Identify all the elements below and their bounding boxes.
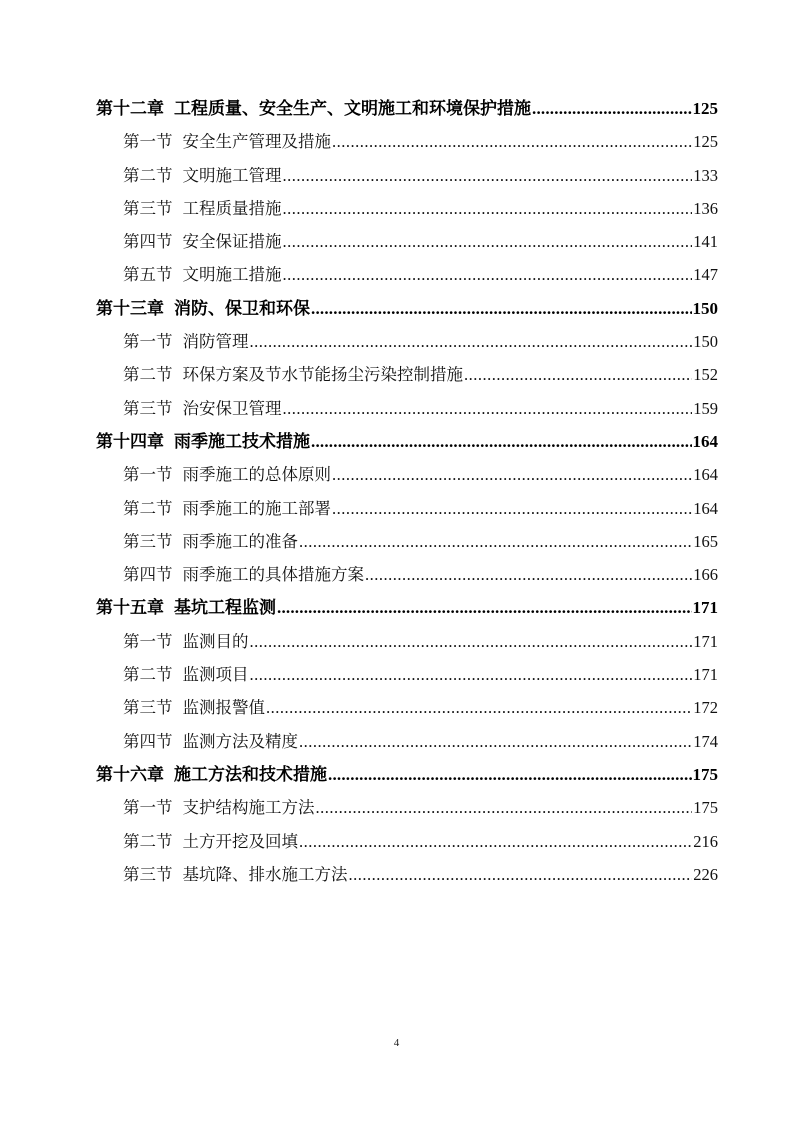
leader-dots [332, 492, 692, 525]
toc-number: 第四节 [123, 731, 173, 751]
toc-chapter-12[interactable] [96, 92, 718, 125]
toc-section[interactable] [96, 791, 718, 824]
toc-section[interactable] [96, 125, 718, 158]
toc-title: 工程质量、安全生产、文明施工和环境保护措施 [174, 99, 531, 118]
leader-dots [332, 125, 692, 158]
toc-title: 监测方法及精度 [182, 731, 298, 751]
leader-dots [283, 225, 693, 258]
toc-section[interactable] [96, 192, 718, 225]
leader-dots [266, 691, 692, 724]
toc-page: 164 [693, 465, 718, 485]
toc-page: 141 [693, 232, 718, 252]
toc-number: 第十三章 [96, 298, 164, 318]
toc-chapter-16[interactable] [96, 758, 718, 791]
toc-title: 基坑降、排水施工方法 [182, 864, 348, 884]
toc-page: 171 [692, 598, 718, 618]
leader-dots [365, 558, 692, 591]
toc-number: 第四节 [123, 232, 173, 252]
toc-section[interactable] [96, 392, 718, 425]
toc-section[interactable] [96, 525, 718, 558]
toc-number: 第一节 [123, 798, 173, 818]
toc-number: 第十四章 [96, 431, 164, 451]
leader-dots [250, 325, 693, 358]
toc-page: 171 [693, 631, 718, 651]
toc-title: 环保方案及节水节能扬尘污染控制措施 [182, 365, 463, 385]
leader-dots [283, 192, 693, 225]
toc-section[interactable] [96, 858, 718, 891]
toc-section[interactable] [96, 458, 718, 491]
toc-title: 土方开挖及回填 [182, 831, 298, 851]
toc-page: 171 [693, 665, 718, 685]
toc-page: 147 [693, 265, 718, 285]
toc-section[interactable] [96, 725, 718, 758]
toc-number: 第三节 [123, 398, 173, 418]
leader-dots [299, 725, 692, 758]
leader-dots [250, 625, 693, 658]
toc-title: 安全保证措施 [182, 232, 282, 252]
toc-number: 第一节 [123, 132, 173, 152]
toc-page: 165 [693, 531, 718, 551]
toc-title: 监测报警值 [182, 698, 265, 718]
leader-dots [316, 791, 693, 824]
leader-dots [332, 458, 692, 491]
toc-title: 工程质量措施 [182, 198, 282, 218]
toc-chapter-14[interactable] [96, 425, 718, 458]
leader-dots [532, 92, 692, 125]
toc-section[interactable] [96, 492, 718, 525]
toc-title: 安全生产管理及措施 [182, 132, 331, 152]
toc-page: 152 [693, 365, 718, 385]
leader-dots [283, 159, 693, 192]
toc-number: 第二节 [123, 665, 173, 685]
toc-number: 第三节 [123, 698, 173, 718]
toc-number: 第三节 [123, 198, 173, 218]
toc-title: 文明施工管理 [182, 165, 282, 185]
leader-dots [283, 392, 693, 425]
toc-page: 175 [692, 764, 718, 784]
toc-page: 159 [693, 398, 718, 418]
toc-page: 172 [693, 698, 718, 718]
toc-number: 第二节 [123, 165, 173, 185]
leader-dots [250, 658, 693, 691]
toc-section[interactable] [96, 658, 718, 691]
leader-dots [283, 258, 693, 291]
toc-section[interactable] [96, 325, 718, 358]
toc-title: 文明施工措施 [182, 265, 282, 285]
toc-section[interactable] [96, 258, 718, 291]
toc-number: 第二节 [123, 498, 173, 518]
toc-page: 175 [693, 798, 718, 818]
toc-title: 雨季施工的总体原则 [182, 465, 331, 485]
leader-dots [464, 358, 692, 391]
toc-title: 雨季施工的具体措施方案 [182, 565, 364, 585]
toc-page: 164 [693, 498, 718, 518]
toc-title: 消防、保卫和环保 [174, 298, 310, 318]
toc-number: 第三节 [123, 864, 173, 884]
toc-page: 125 [693, 132, 718, 152]
toc-section[interactable] [96, 625, 718, 658]
toc-page: 164 [692, 431, 718, 451]
toc-page: 125 [692, 99, 718, 118]
leader-dots [299, 525, 692, 558]
toc-title: 治安保卫管理 [182, 398, 282, 418]
toc-number: 第二节 [123, 831, 173, 851]
toc-title: 施工方法和技术措施 [174, 764, 327, 784]
toc-title: 支护结构施工方法 [182, 798, 315, 818]
toc-page: 150 [692, 298, 718, 318]
toc-section[interactable] [96, 225, 718, 258]
toc-chapter-15[interactable] [96, 591, 718, 624]
leader-dots [311, 425, 692, 458]
toc-number: 第五节 [123, 265, 173, 285]
toc-page: 133 [693, 165, 718, 185]
toc-number: 第三节 [123, 531, 173, 551]
toc-title: 消防管理 [182, 332, 249, 352]
toc-section[interactable] [96, 825, 718, 858]
toc-title: 雨季施工技术措施 [174, 431, 310, 451]
toc-title: 基坑工程监测 [174, 598, 276, 618]
page-number: 4 [393, 1037, 400, 1049]
toc-section[interactable] [96, 558, 718, 591]
leader-dots [328, 758, 692, 791]
table-of-contents [96, 92, 718, 891]
toc-number: 第二节 [123, 365, 173, 385]
leader-dots [311, 292, 692, 325]
toc-number: 第一节 [123, 332, 173, 352]
toc-number: 第十五章 [96, 598, 164, 618]
leader-dots [277, 591, 692, 624]
toc-section[interactable] [96, 691, 718, 724]
toc-page: 216 [693, 831, 718, 851]
toc-title: 雨季施工的准备 [182, 531, 298, 551]
toc-chapter-13[interactable] [96, 292, 718, 325]
toc-page: 136 [693, 198, 718, 218]
leader-dots [299, 825, 692, 858]
toc-number: 第四节 [123, 565, 173, 585]
leader-dots [349, 858, 693, 891]
toc-page: 166 [693, 565, 718, 585]
toc-title: 雨季施工的施工部署 [182, 498, 331, 518]
toc-number: 第十二章 [96, 99, 164, 118]
toc-page: 174 [693, 731, 718, 751]
toc-number: 第一节 [123, 631, 173, 651]
toc-page: 150 [693, 332, 718, 352]
toc-section[interactable] [96, 358, 718, 391]
toc-title: 监测目的 [182, 631, 249, 651]
toc-title: 监测项目 [182, 665, 249, 685]
toc-number: 第一节 [123, 465, 173, 485]
toc-number: 第十六章 [96, 764, 164, 784]
toc-page: 226 [693, 864, 718, 884]
toc-section[interactable] [96, 159, 718, 192]
